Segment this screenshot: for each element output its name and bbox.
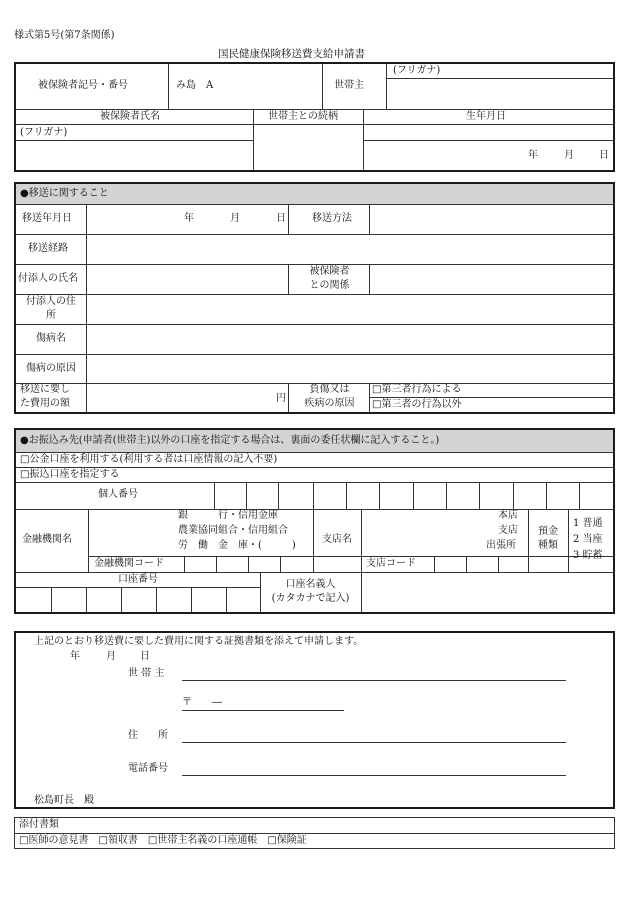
transport-section-title: ●移送に関すること	[20, 188, 109, 199]
public-account-checkbox[interactable]: □公金口座を利用する(利用する者は口座情報の記入不要)	[20, 454, 278, 465]
transport-method-label: 移送方法	[312, 213, 352, 224]
institution-code-label: 金融機関コード	[94, 558, 164, 569]
application-day-label: 日	[140, 651, 150, 662]
deposit-type-label-1: 預金	[538, 526, 558, 537]
injury-or-illness-label-1: 負傷又は	[309, 384, 350, 395]
birthdate-label: 生年月日	[466, 111, 506, 122]
transport-route-field[interactable]	[88, 236, 612, 263]
bank-section	[14, 428, 615, 614]
postal-code-label: 〒 ―	[182, 697, 222, 708]
branch-type-main: 本店	[498, 510, 518, 521]
applicant-address-label: 住 所	[128, 730, 168, 741]
attendant-address-field[interactable]	[88, 296, 612, 323]
transport-route-label: 移送経路	[28, 243, 68, 254]
attendant-address-label-1: 付添人の住	[26, 296, 76, 307]
form-title: 国民健康保険移送費支給申請書	[218, 48, 365, 60]
addressee-label: 松島町長 殿	[34, 795, 94, 806]
postal-code-line[interactable]	[182, 710, 344, 711]
transport-month-label: 月	[230, 213, 240, 224]
relation-to-insured-label-1: 被保険者	[309, 266, 350, 277]
branch-type-office: 出張所	[486, 540, 516, 551]
injury-name-field[interactable]	[88, 326, 612, 353]
transport-day-label: 日	[276, 213, 286, 224]
bank-section-title: ●お振込み先(申請者(世帯主)以外の口座を指定する場合は、裏面の委任状欄に記入すること。)	[20, 435, 440, 446]
application-month-label: 月	[106, 651, 116, 662]
phone-line[interactable]	[182, 775, 566, 776]
application-section	[14, 631, 615, 809]
attendant-address-label-2: 所	[46, 310, 56, 321]
injury-name-label: 傷病名	[36, 333, 66, 344]
attachments-title: 添付書類	[19, 819, 59, 830]
branch-type-branch: 支店	[498, 525, 518, 536]
attendant-name-label: 付添人の氏名	[18, 273, 78, 284]
third-party-checkbox[interactable]: □第三者行為による	[372, 384, 462, 395]
injury-or-illness-label-2: 疾病の原因	[304, 398, 355, 409]
transport-year-label: 年	[184, 213, 194, 224]
deposit-savings-option[interactable]: 3 貯蓄	[573, 550, 603, 561]
institution-name-label: 金融機関名	[22, 534, 72, 545]
insured-number-value: み島 A	[176, 80, 214, 91]
cost-label-2: た費用の額	[20, 398, 70, 409]
transport-section	[14, 182, 615, 414]
relation-to-insured-label-2: との関係	[309, 280, 350, 291]
branch-code-label: 支店コード	[366, 558, 416, 569]
yen-label: 円	[276, 393, 286, 404]
institution-types-1: 銀 行・信用金庫	[178, 510, 278, 521]
institution-types-3: 労 働 金 庫・( )	[178, 540, 296, 551]
householder-furigana-label: (フリガナ)	[393, 65, 441, 76]
account-holder-field[interactable]	[363, 574, 612, 612]
personal-number-label: 個人番号	[98, 489, 138, 500]
injury-cause-row-label: 傷病の原因	[26, 363, 76, 374]
institution-types-2: 農業協同組合・信用組合	[178, 525, 288, 536]
birth-year-label: 年	[528, 150, 538, 161]
insured-name-field[interactable]	[18, 142, 252, 169]
birth-month-label: 月	[564, 150, 574, 161]
attendant-name-field[interactable]	[88, 266, 287, 293]
form-number: 様式第5号(第7条関係)	[14, 30, 115, 41]
transport-method-field[interactable]	[371, 206, 612, 233]
householder-label: 世帯主	[334, 80, 364, 91]
relation-to-insured-field[interactable]	[371, 266, 612, 293]
applicant-phone-label: 電話番号	[128, 763, 168, 774]
deposit-type-label-2: 種類	[538, 540, 558, 551]
insured-number-label: 被保険者記号・番号	[38, 80, 128, 91]
cost-label-1: 移送に要し	[20, 384, 70, 395]
non-third-party-checkbox[interactable]: □第三者の行為以外	[372, 399, 462, 410]
attachments-checklist[interactable]: □医師の意見書 □領収書 □世帯主名義の口座通帳 □保険証	[19, 835, 307, 846]
deposit-ordinary-option[interactable]: 1 普通	[573, 518, 603, 529]
cost-amount-field[interactable]	[88, 385, 274, 411]
householder-signature-line[interactable]	[182, 680, 566, 681]
deposit-current-option[interactable]: 2 当座	[573, 534, 603, 545]
account-number-label: 口座番号	[118, 574, 158, 585]
insured-name-furigana-label: (フリガナ)	[20, 127, 68, 138]
injury-cause-field[interactable]	[88, 356, 612, 382]
designated-account-checkbox[interactable]: □振込口座を指定する	[20, 469, 120, 480]
application-year-label: 年	[70, 651, 80, 662]
insured-info-section	[14, 62, 615, 172]
attachments-section	[14, 817, 615, 849]
birth-day-label: 日	[599, 150, 609, 161]
transport-date-label: 移送年月日	[22, 213, 72, 224]
insured-name-label: 被保険者氏名	[100, 111, 160, 122]
branch-name-label: 支店名	[322, 534, 352, 545]
account-holder-label-1: 口座名義人	[285, 579, 336, 590]
applicant-householder-label: 世 帯 主	[128, 668, 165, 679]
application-statement: 上記のとおり移送費に要した費用に関する証拠書類を添えて申請します。	[34, 636, 364, 647]
relation-field[interactable]	[255, 126, 362, 169]
householder-name-field[interactable]	[388, 80, 612, 108]
address-line[interactable]	[182, 742, 566, 743]
relation-label: 世帯主との続柄	[268, 111, 338, 122]
account-holder-label-2: (カタカナで記入)	[271, 593, 350, 604]
